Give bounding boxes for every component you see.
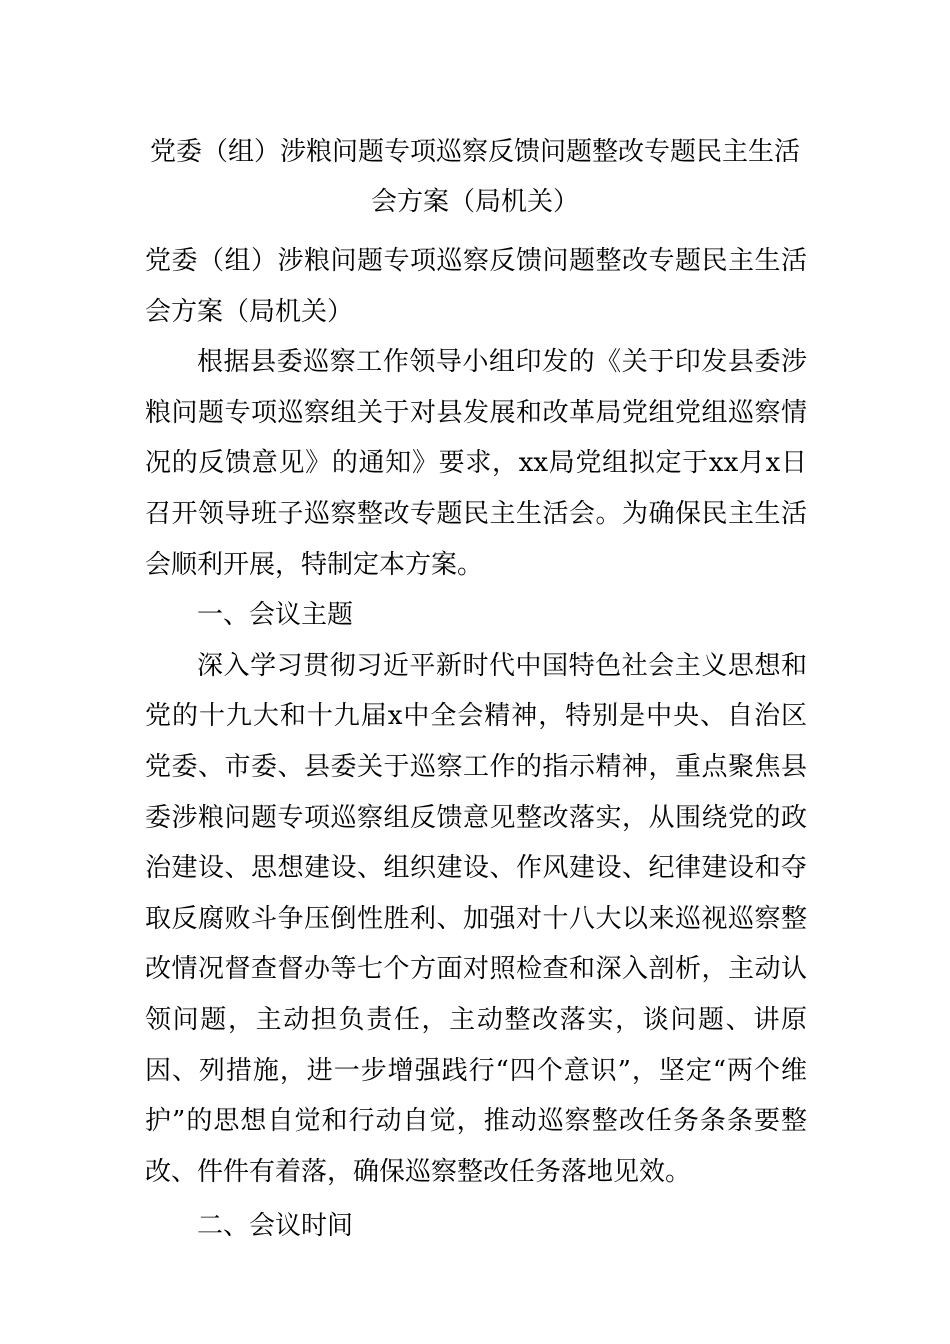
document-title-line1: 党委（组）涉粮问题专项巡察反馈问题整改专题民主生活 [149, 137, 800, 167]
section-heading-meeting-time: 二、会议时间 [197, 1211, 354, 1242]
section-body-meeting-theme: 深入学习贯彻习近平新时代中国特色社会主义思想和党的十九大和十九届x中全会精神，特别是中央、自治区党委、市委、县委关于巡察工作的指示精神，重点聚焦县委涉粮问题专项巡察组反馈意见整改落实，从围绕党的政治建设、思想建设、组织建设、作风建设、纪律建设和夺取反腐败斗争压倒性胜利、加强对十八大以来巡视巡察整改情况督查督办等七个方面对照检查和深入剖析，主动认领问题，主动担负责任，主动整改落实，谈问题、讲原因、列措施，进一步增强践行“四个意识”，坚定“两个维护”的思想自觉和行动自觉，推动巡察整改任务条条要整改、件件有着落，确保巡察整改任务落地见效。 [145, 650, 807, 1187]
intro-paragraph: 根据县委巡察工作领导小组印发的《关于印发县委涉粮问题专项巡察组关于对县发展和改革局党组党组巡察情况的反馈意见》的通知》要求，xx局党组拟定于xx月x日召开领导班子巡察整改专题民主生活会。为确保民主生活会顺利开展，特制定本方案。 [145, 347, 807, 580]
section-heading-meeting-theme: 一、会议主题 [197, 600, 354, 631]
document-subtitle: 党委（组）涉粮问题专项巡察反馈问题整改专题民主生活会方案（局机关） [145, 246, 807, 327]
document-body [145, 236, 807, 1252]
document-title-line2: 会方案（局机关） [370, 187, 579, 217]
